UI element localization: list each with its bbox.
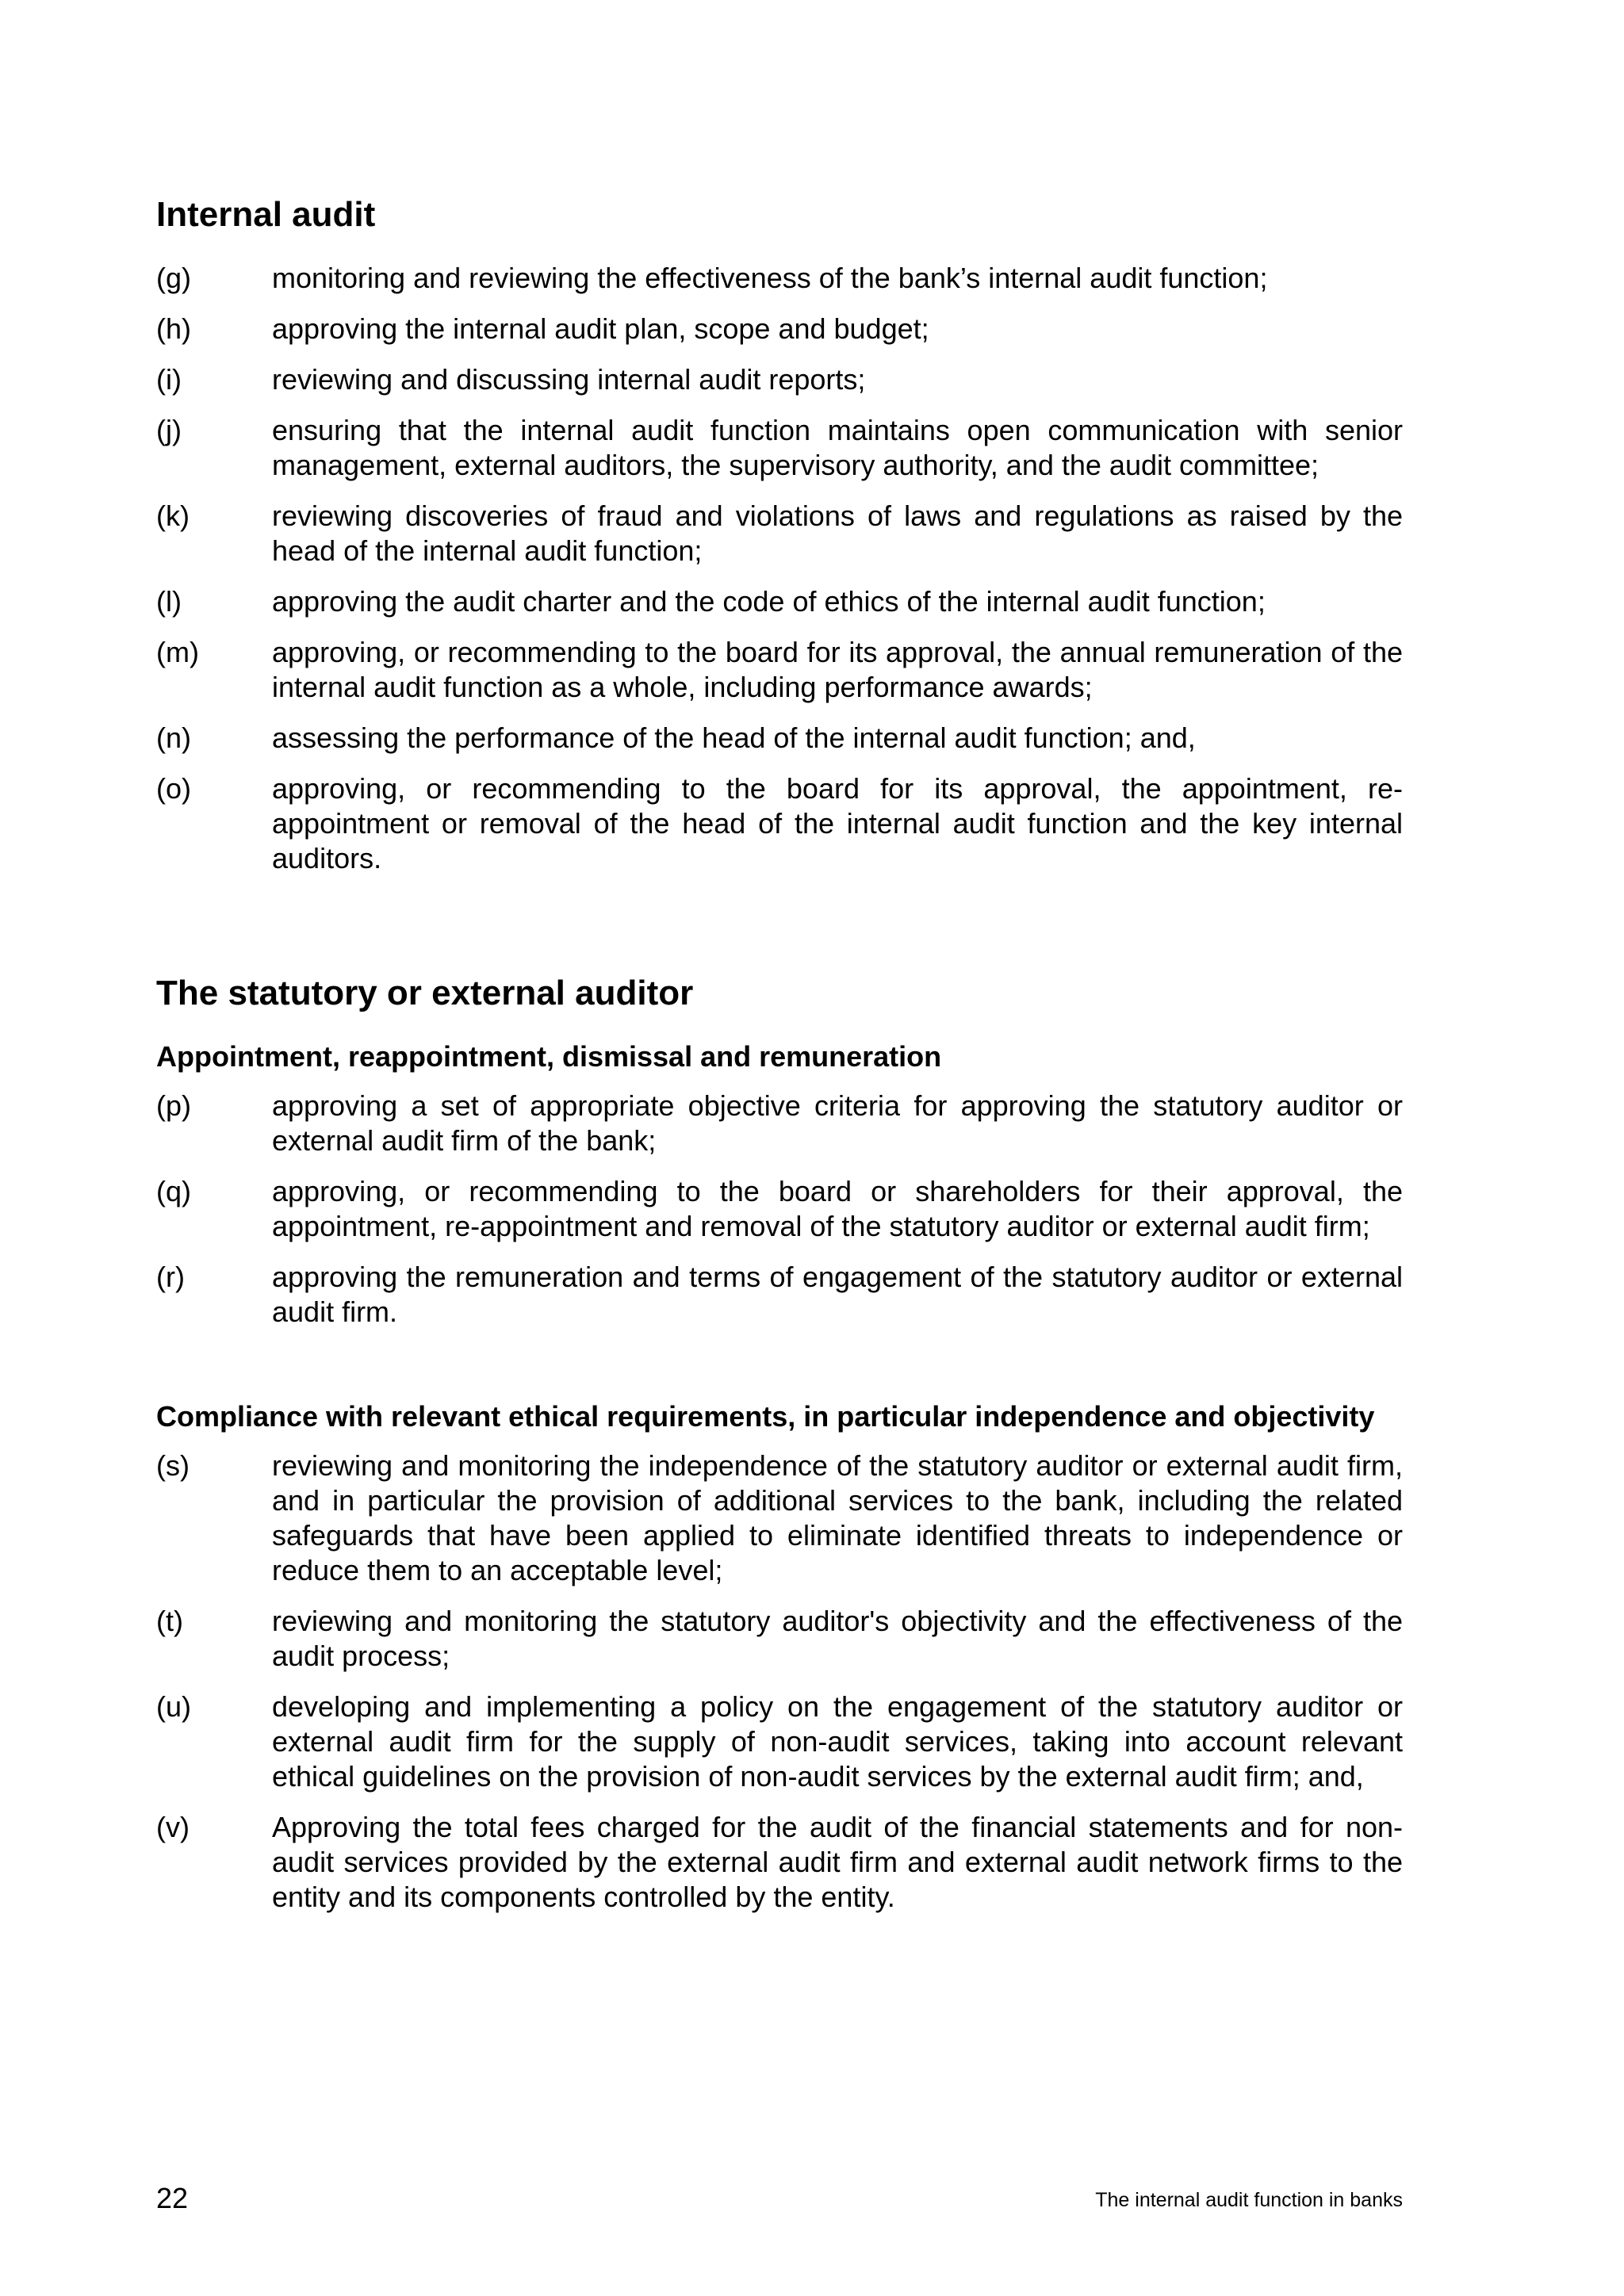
- list-item: [156, 721, 1403, 756]
- page-content: [156, 193, 1403, 1931]
- item-text: reviewing and discussing internal audit reports;: [272, 363, 866, 396]
- list-item: [156, 1089, 1403, 1158]
- item-text: reviewing and monitoring the independence of the statutory auditor or external audit firm, and in particular the provision of additional services to the bank, including the related safeguards that have been applied to eliminate identified threats to independence or reduce them to an acceptable level;: [272, 1449, 1403, 1586]
- item-label: (g): [156, 262, 191, 294]
- internal-audit-heading: Internal audit: [156, 195, 376, 234]
- item-text: developing and implementing a policy on the engagement of the statutory auditor or external audit firm for the supply of non-audit services, taking into account relevant ethical guidelines on the provision of non-audit services by the external audit firm; and,: [272, 1690, 1403, 1793]
- item-label: (j): [156, 414, 182, 446]
- item-text: approving the internal audit plan, scope and budget;: [272, 312, 929, 345]
- item-label: (t): [156, 1605, 183, 1637]
- appointment-subheading: Appointment, reappointment, dismissal and remuneration: [156, 1040, 942, 1073]
- list-item: [156, 635, 1403, 705]
- list-item: [156, 771, 1403, 876]
- item-label: (v): [156, 1811, 190, 1843]
- item-label: (k): [156, 499, 190, 532]
- item-text: approving the remuneration and terms of engagement of the statutory auditor or external audit firm.: [272, 1261, 1403, 1328]
- list-item: [156, 362, 1403, 397]
- item-text: reviewing discoveries of fraud and violations of laws and regulations as raised by the head of the internal audit function;: [272, 499, 1403, 567]
- compliance-list: [156, 1448, 1403, 1915]
- list-item: [156, 312, 1403, 346]
- item-label: (o): [156, 772, 191, 805]
- item-text: ensuring that the internal audit function maintains open communication with senior management, external auditors, the supervisory authority, and the audit committee;: [272, 414, 1403, 481]
- list-item: [156, 499, 1403, 568]
- item-text: approving, or recommending to the board for its approval, the annual remuneration of the internal audit function as a whole, including performance awards;: [272, 636, 1403, 703]
- item-label: (i): [156, 363, 182, 396]
- item-label: (m): [156, 636, 199, 668]
- item-text: assessing the performance of the head of the internal audit function; and,: [272, 721, 1196, 754]
- list-item: [156, 1689, 1403, 1794]
- list-item: [156, 1448, 1403, 1588]
- item-text: reviewing and monitoring the statutory auditor's objectivity and the effectiveness of the audit process;: [272, 1605, 1403, 1672]
- item-text: Approving the total fees charged for the audit of the financial statements and for non-audit services provided by the external audit firm and external audit network firms to the entity and its components controlled by the entity.: [272, 1811, 1403, 1913]
- list-item: [156, 413, 1403, 483]
- list-item: [156, 1810, 1403, 1915]
- item-label: (p): [156, 1089, 191, 1122]
- compliance-subheading: Compliance with relevant ethical requirements, in particular independence and objectivity: [156, 1400, 1375, 1433]
- list-item: [156, 584, 1403, 619]
- page-number: 22: [156, 2182, 189, 2214]
- item-label: (h): [156, 312, 191, 345]
- item-label: (q): [156, 1175, 191, 1207]
- running-footer-title: The internal audit function in banks: [1095, 2189, 1403, 2211]
- item-text: approving, or recommending to the board for its approval, the appointment, re-appointment or removal of the head of the internal audit function and the key internal auditors.: [272, 772, 1403, 874]
- appointment-list: [156, 1089, 1403, 1330]
- item-text: approving, or recommending to the board or shareholders for their approval, the appointment, re-appointment and removal of the statutory auditor or external audit firm;: [272, 1175, 1403, 1242]
- list-item: [156, 261, 1403, 296]
- list-item: [156, 1604, 1403, 1674]
- item-text: monitoring and reviewing the effectiveness of the bank’s internal audit function;: [272, 262, 1268, 294]
- item-text: approving the audit charter and the code of ethics of the internal audit function;: [272, 585, 1266, 618]
- item-text: approving a set of appropriate objective criteria for approving the statutory auditor or external audit firm of the bank;: [272, 1089, 1403, 1157]
- item-label: (s): [156, 1449, 190, 1482]
- list-item: [156, 1174, 1403, 1244]
- item-label: (r): [156, 1261, 185, 1293]
- internal-audit-list: [156, 261, 1403, 876]
- item-label: (u): [156, 1690, 191, 1723]
- item-label: (n): [156, 721, 191, 754]
- list-item: [156, 1260, 1403, 1330]
- item-label: (l): [156, 585, 182, 618]
- external-auditor-heading: The statutory or external auditor: [156, 974, 694, 1012]
